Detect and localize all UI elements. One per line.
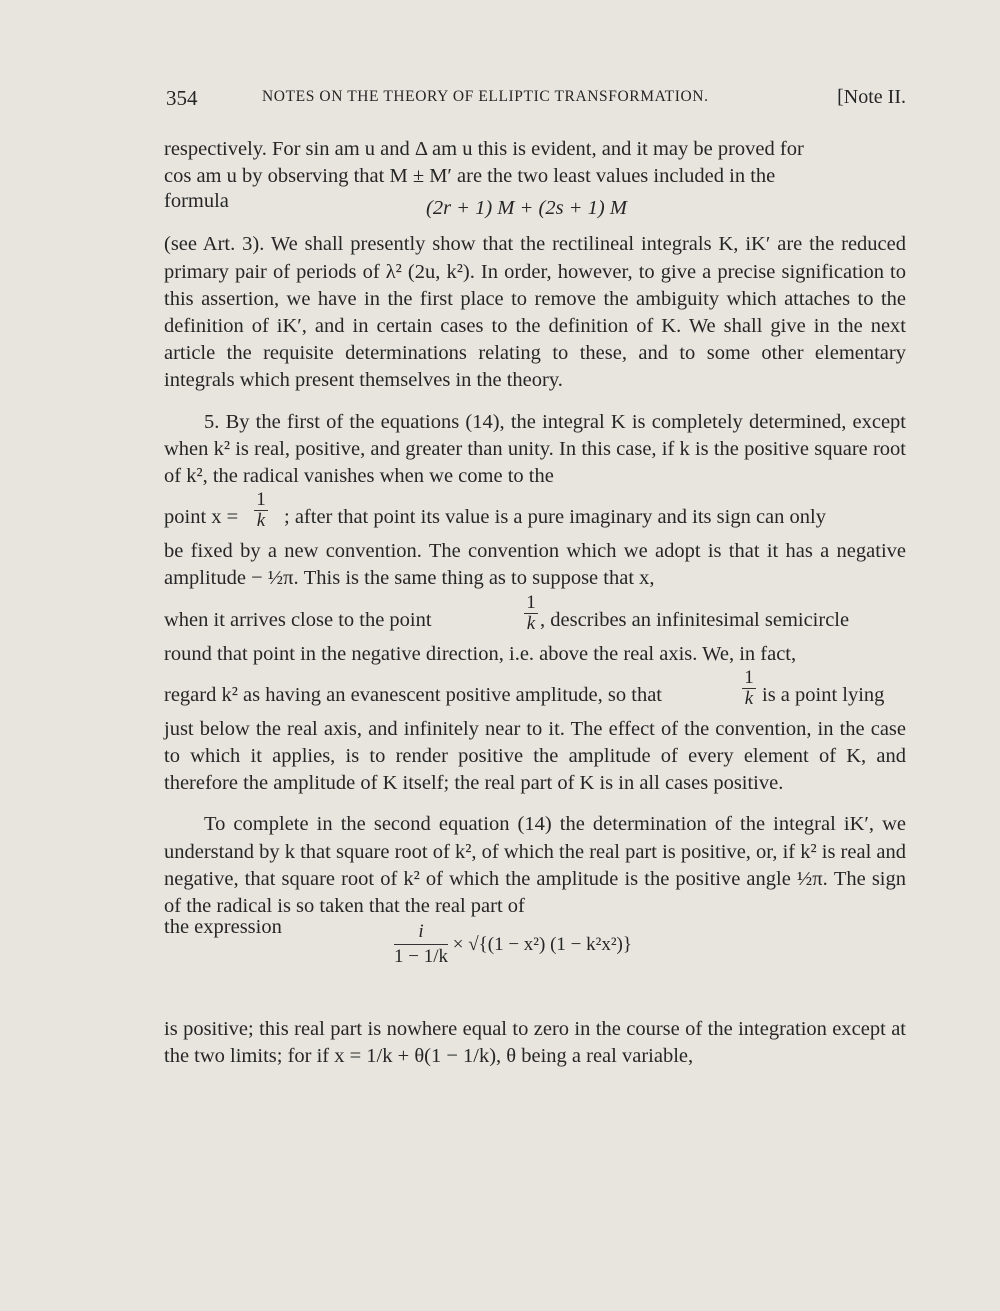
text-segment: , describes an infinitesimal semicircle <box>540 608 850 631</box>
body-text <box>164 136 906 1071</box>
fraction-numerator: 1 <box>744 666 754 688</box>
fraction-denominator: k <box>744 687 754 709</box>
paragraph: is positive; this real part is nowhere equal to zero in the course of the integration except at the two limits; for if x = 1/k + θ(1 − 1/k), θ being a real variable, <box>164 1018 906 1068</box>
fraction <box>254 490 268 531</box>
fraction <box>524 593 538 634</box>
paragraph: be fixed by a new convention. The convention which we adopt is that it has a negative amplitude − ½π. This is the same thing as to suppose that x, <box>164 540 906 590</box>
text-line: respectively. For sin am u and Δ am u this is evident, and it may be proved for <box>164 138 804 160</box>
fraction <box>742 668 756 709</box>
expression-tail: × √{(1 − x²) (1 − k²x²)} <box>452 934 632 956</box>
fraction-denominator: k <box>526 612 536 634</box>
display-expression <box>164 916 906 1016</box>
paragraph: 5. By the first of the equations (14), the integral K is completely determined, except when k² is real, positive, and greater than unity. In this case, if k is the positive square root of k², the radical vanishes when we come to the <box>164 410 906 488</box>
paragraph: just below the real axis, and infinitely near to it. The effect of the convention, in the case to which it applies, is to render positive the amplitude of every element of K, and therefore the amplitude of K itself; the real part of K is in all cases positive. <box>164 717 906 795</box>
fraction-line <box>164 490 906 538</box>
paragraph: round that point in the negative direction, i.e. above the real axis. We, in fact, <box>164 642 797 665</box>
fraction-numerator: 1 <box>256 489 266 511</box>
formula-lead: formula <box>164 190 229 213</box>
expression-numerator: i <box>418 921 424 943</box>
paragraph: (see Art. 3). We shall presently show that the rectilineal integrals K, iK′ are the reduced primary pair of periods of λ² (2u, k²). In order, however, to give a precise signification to this assertion, we have in the first place to remove the ambiguity which attaches to the definition of iK′, and in certain cases to the definition of K. We shall give in the next article the requisite determinations relating to these, and to some other elementary integrals which present themselves in the theory. <box>164 233 906 392</box>
expression <box>394 920 632 969</box>
expression-denominator: 1 − 1/k <box>394 946 448 968</box>
running-head-title: NOTES ON THE THEORY OF ELLIPTIC TRANSFORMATION. <box>262 88 709 105</box>
paragraph: To complete in the second equation (14) the determination of the integral iK′, we understand by k that square root of k², of which the real part is positive, or, if k² is real and negative, that square root of k² of which the amplitude is the positive angle ½π. The sign of the radical is so taken that the real part of <box>164 813 906 918</box>
fraction-line <box>164 668 906 716</box>
text-segment: ; after that point its value is a pure imaginary and its sign can only <box>284 506 826 529</box>
text-segment: point x = <box>164 506 239 529</box>
note-label: [Note II. <box>837 86 906 108</box>
fraction-numerator: 1 <box>526 591 536 613</box>
text-segment: regard k² as having an evanescent positive amplitude, so that <box>164 683 662 706</box>
page-number: 354 <box>166 86 198 110</box>
fraction-denominator: k <box>256 510 266 532</box>
running-header <box>166 86 906 114</box>
text-segment: is a point lying <box>762 683 885 706</box>
expression-lead: the expression <box>164 916 282 939</box>
fraction-line <box>164 593 906 641</box>
display-formula <box>164 190 906 220</box>
formula: (2r + 1) M + (2s + 1) M <box>426 197 627 220</box>
text-segment: when it arrives close to the point <box>164 608 432 631</box>
text-line: cos am u by observing that M ± M′ are the two least values included in the <box>164 165 776 188</box>
